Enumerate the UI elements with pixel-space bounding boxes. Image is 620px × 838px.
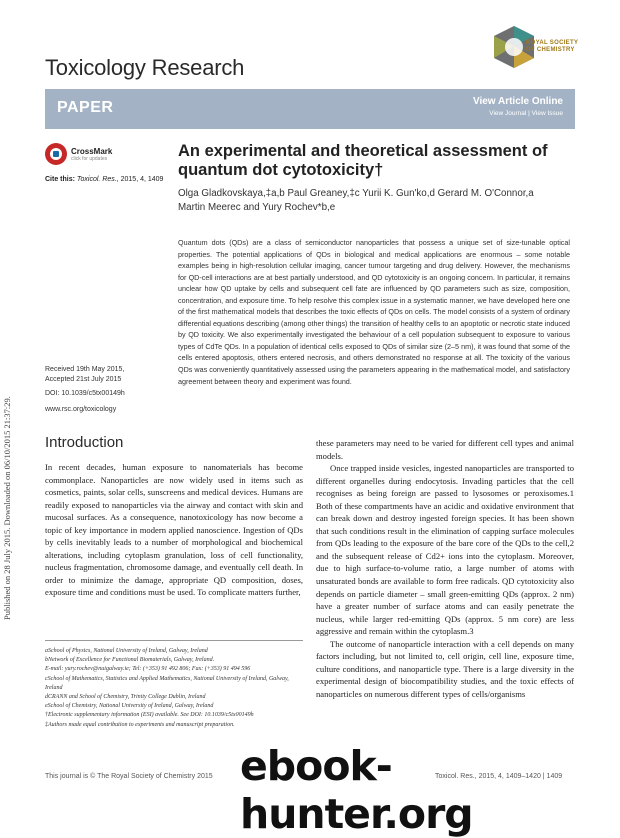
cite-this bbox=[45, 176, 163, 183]
footnote: eSchool of Chemistry, National University of Ireland, Galway, Ireland bbox=[45, 703, 214, 710]
watermark: ebook-hunter.org bbox=[240, 742, 473, 838]
crossmark-label: CrossMark bbox=[71, 146, 113, 156]
paragraph: In recent decades, human exposure to nanomaterials has become commonplace. Nanoparticles are now widely used in items such as cosmetics, paints, solar cells, sunscreens and medical devices. Humans are readily exposed to nanoparticles via the airway and contact with skin and mucosal surfaces. As a consequence, nanotoxicology has now become a topic of key importance in modern applied nanoscience. Ingestion of QDs by cells inevitably leads to a number of morphological and biochemical alterations, including cytoplasm granulation, loss of cell functionality, nucleus fragmentation, chromosome damage, and eventually cell death. In order to minimize the damage, appropriate QD composition, doses, exposure time and conditions must be used. To complicate matters further, bbox=[45, 462, 303, 598]
footnote: aSchool of Physics, National University of Ireland, Galway, Ireland bbox=[45, 648, 208, 654]
view-journal-link[interactable]: View Journal bbox=[489, 110, 527, 117]
publisher-name bbox=[526, 40, 578, 54]
crossmark-icon bbox=[45, 143, 67, 165]
footnote: dCRANN and School of Chemistry, Trinity College Dublin, Ireland bbox=[45, 694, 206, 701]
author-list bbox=[178, 187, 568, 215]
publisher-line1: ROYAL SOCIETY bbox=[526, 40, 579, 46]
publisher-line2: OF CHEMISTRY bbox=[526, 47, 575, 53]
footnote-divider bbox=[45, 640, 303, 641]
footnote: bNetwork of Excellence for Functional Biomaterials, Galway, Ireland. bbox=[45, 657, 215, 664]
view-article-online-link[interactable]: View Article Online bbox=[472, 96, 563, 107]
footnote: E-mail: yury.rochev@nuigalway.ie; Tel: (+353) 91 492 806; Fax: (+353) 91 494 596 bbox=[45, 666, 251, 673]
article-title: An experimental and theoretical assessment of quantum dot cytotoxicity† bbox=[178, 142, 548, 179]
crossmark-sub: click for updates bbox=[71, 155, 108, 162]
view-links bbox=[489, 110, 563, 117]
authors-line2: Martin Meerec and Yury Rochev*b,e bbox=[178, 202, 336, 213]
cite-journal: Toxicol. Res., bbox=[76, 176, 119, 183]
footnote: ‡Authors made equal contribution to experiments and manuscript preparation. bbox=[45, 721, 235, 728]
accepted-date: Accepted 21st July 2015 bbox=[45, 376, 122, 383]
body-column-left bbox=[45, 461, 303, 599]
affiliation-footnotes bbox=[45, 647, 303, 730]
footnote: cSchool of Mathematics, Statistics and Applied Mathematics, National University of Ireland, Galway, Ireland bbox=[45, 675, 289, 691]
cite-volume: 2015, 4, 1409 bbox=[120, 176, 164, 183]
rsc-url-link[interactable]: www.rsc.org/toxicology bbox=[45, 406, 117, 413]
footer-copyright: This journal is © The Royal Society of Chemistry 2015 bbox=[45, 773, 213, 780]
view-issue-link[interactable]: View Issue bbox=[531, 110, 563, 117]
footnote: †Electronic supplementary information (ESI) available. See DOI: 10.1039/c5tx00149h bbox=[45, 712, 254, 719]
authors-line1: Olga Gladkovskaya,‡a,b Paul Greaney,‡c Yurii K. Gun'ko,d Gerard M. O'Connor,a bbox=[178, 188, 534, 199]
section-heading: Introduction bbox=[45, 434, 124, 451]
paper-label: PAPER bbox=[57, 99, 114, 116]
received-dates bbox=[45, 365, 124, 385]
paragraph: The outcome of nanoparticle interaction with a cell depends on many factors including, but not limited to, cell origin, cell line, exposure time, culture conditions, and nanoparticle type. There is a large diversity in the experimental design of biocompatibility studies, and the toxic effects of nanoparticles on numerous different types of cells/organisms bbox=[316, 638, 574, 699]
body-column-right bbox=[316, 437, 574, 700]
journal-title: Toxicology Research bbox=[45, 55, 245, 80]
footer-page-ref: Toxicol. Res., 2015, 4, 1409–1420 | 1409 bbox=[435, 773, 563, 780]
paragraph: these parameters may need to be varied for different cell types and animal models. bbox=[316, 438, 574, 461]
cite-prefix: Cite this: bbox=[45, 176, 75, 183]
paragraph: Once trapped inside vesicles, ingested nanoparticles are transported to different organelles during endocytosis. Invading particles that the cell recognises as being foreign are passed to lysosomes or peroxisomes.1 Both of these compartments have an acidic and oxidative environment that can break down and destroy ingested foreign species. It has been shown that such conditions result in the elimination of capping surface molecules from QDs leading to the exposure of the bare core of the QDs to the cell,2 and the subsequent release of Cd2+ ions into the cytoplasm. Moreover, due to high surface-to-volume ratio, a large number of atoms with unsaturated bonds are available to form free radicals. QD cytotoxicity also depends on particle diameter – small green-emitting QDs (approx. 2 nm) have a greater number of surface atoms and can easily penetrate the nucleus, while larger red-emitting QDs (approx. 5 nm core) are less aggressive and remain within the cytoplasm.3 bbox=[316, 463, 574, 637]
doi[interactable]: DOI: 10.1039/c5tx00149h bbox=[45, 390, 125, 397]
download-stamp: Published on 28 July 2015. Downloaded on 06/10/2015 21:37:29. bbox=[2, 396, 12, 620]
abstract: Quantum dots (QDs) are a class of semiconductor nanoparticles that possess a unique set of size-tunable optical properties. The potential applications of QDs in biological and medical applications are enormous – some notable examples being in high-resolution cellular imaging, cancer tumour targeting and drug delivery. However, the mechanisms for QD-cell interactions are at best partially understood, and QD cytotoxicity is an ongoing concern. In particular, it remains unclear how QD uptake by cells and subsequent cell fate are influenced by QD parameters such as size, composition, concentration, and exposure time. To help resolve this complex issue in a systematic manner, we have developed here one of the first mathematical models that describes the toxic effects of QDs on cells. The model consists of a system of ordinary differential equations describing (among other things) the transition of healthy cells to an apoptotic or necrotic state induced by QD toxicity. We also experimentally investigated the behaviour of a cell population subsequent to exposure to various types of CdTe QDs. In a population of identical cells exposed to QDs of similar size (2–5 nm), it was found that some of the cells entered apoptosis, others entered necrosis, and others demonstrated no response at all. The toxicity of the various QDs was conveniently quantitatively assessed using the parameters appearing in the mathematical model, and satisfactory agreement between theory and experiment was found. bbox=[178, 238, 570, 386]
link-separator: | bbox=[528, 110, 530, 117]
crossmark-badge[interactable] bbox=[45, 143, 112, 165]
paper-type-bar bbox=[45, 89, 575, 129]
received-date: Received 19th May 2015, bbox=[45, 366, 125, 373]
